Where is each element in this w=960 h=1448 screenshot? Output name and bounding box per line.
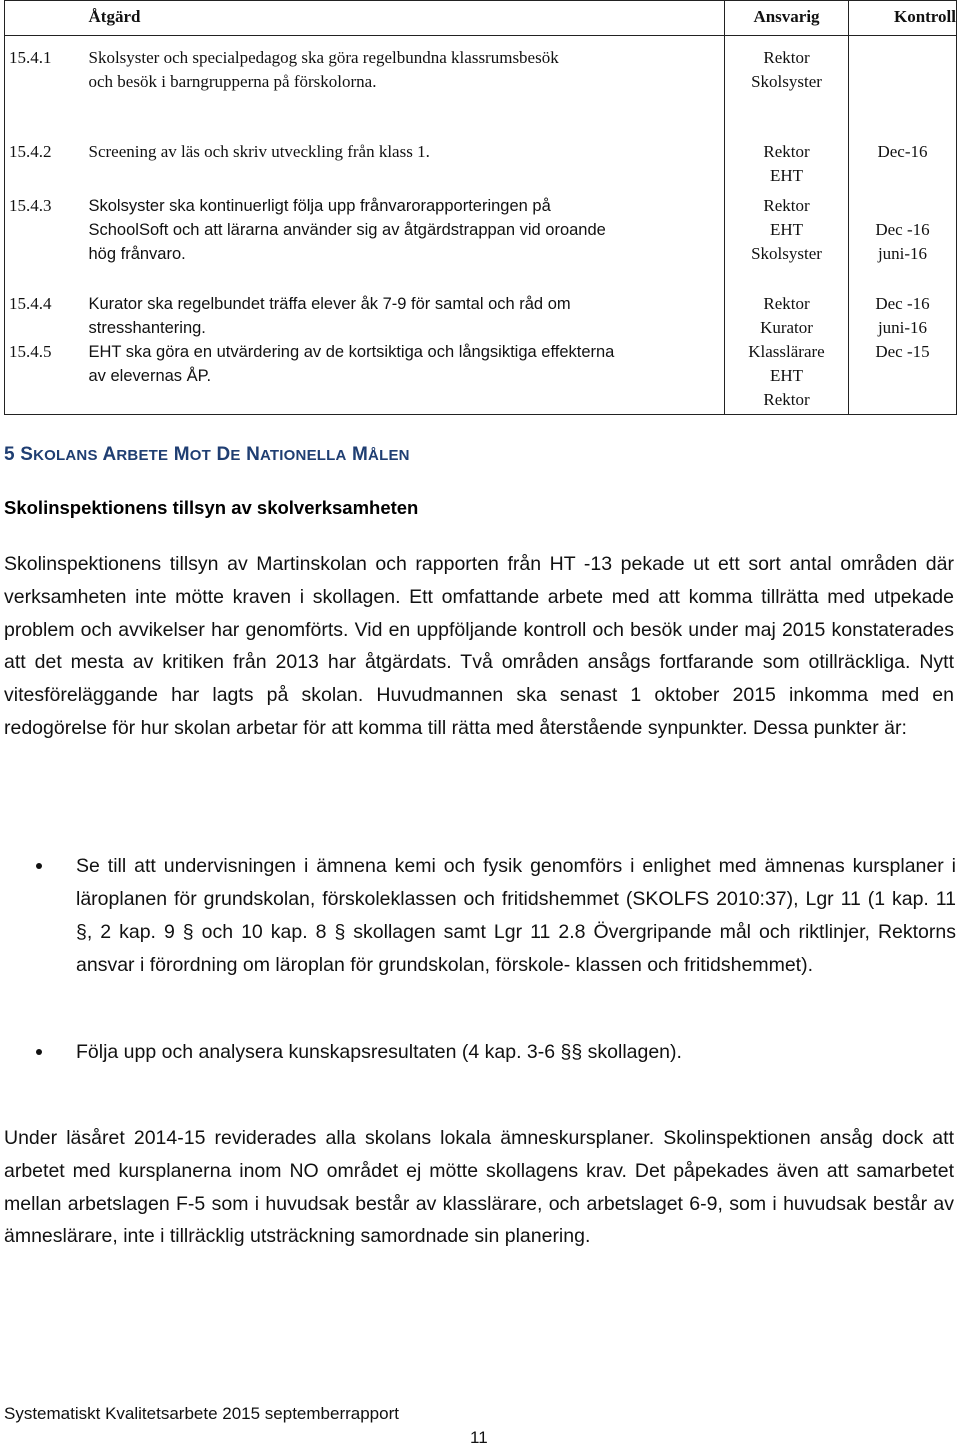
responsible-line: Skolsyster [751, 244, 822, 263]
section-title-word: ARBETE [102, 444, 169, 465]
subheading: Skolinspektionens tillsyn av skolverksamheten [4, 497, 419, 518]
control-line: Dec -16 [875, 220, 930, 239]
row-number: 15.4.5 [5, 340, 85, 415]
control-line: juni-16 [877, 318, 928, 337]
row-action-line: hög frånvaro. [88, 245, 186, 263]
row-responsible [725, 36, 849, 141]
action-table [4, 0, 957, 415]
header-control: Kontroll [849, 1, 957, 36]
list-item [0, 850, 956, 982]
row-action [85, 340, 725, 415]
row-action-line: Kurator ska regelbundet träffa elever åk 7-9 för samtal och råd om [88, 295, 571, 313]
row-action-line: stresshantering. [88, 319, 206, 337]
section-title-word: MOT [173, 444, 211, 465]
section-heading [4, 444, 410, 466]
control-line: Dec-16 [877, 142, 928, 161]
row-control [849, 140, 957, 194]
paragraph-curriculum: Under läsåret 2014-15 reviderades alla skolans lokala ämneskursplaner. Skolinspektionen ansåg dock att arbetet med kursplanerna inom NO området ej mötte skollagens krav. Det påpekades även att samarbetet mellan arbetslagen F-5 som i huvudsak består av klasslärare, och arbetslaget 6-9, som i huvudsak består av ämneslärare, inte i tillräcklig utsträckning samordnade sin planering. [4, 1127, 954, 1248]
bullet-icon [36, 863, 42, 869]
paragraph-inspection: Skolinspektionens tillsyn av Martinskolan och rapporten från HT -13 pekade ut ett sort antal områden där verksamheten inte mötte kraven i skollagen. Ett omfattande arbete med att komma tillrätta med utpekade problem och avvikelser har genomförts. Vid en uppföljande kontroll och besök under maj 2015 konstaterades att det mesta av kritiken från 2013 har åtgärdats. Två områden ansågs fortfarande som otillräckliga. Nytt vitesföreläggande har lagts på skolan. Huvudmannen ska senast 1 oktober 2015 inkomma med en redogörelse för hur skolan arbetar för att komma till rätta med återstående synpunkter. Dessa punkter är: [4, 553, 954, 739]
row-action-line: EHT ska göra en utvärdering av de kortsiktiga och långsiktiga effekterna [88, 343, 615, 361]
row-control [849, 194, 957, 292]
table-row [5, 340, 957, 415]
responsible-line: Klasslärare [748, 342, 825, 361]
row-control [849, 340, 957, 415]
row-number: 15.4.1 [5, 36, 85, 141]
section-title-word: MÅLEN [352, 444, 410, 465]
responsible-line: Skolsyster [751, 72, 822, 91]
control-line: Dec -15 [875, 342, 930, 361]
responsible-line: Rektor [763, 142, 810, 161]
responsible-line: Rektor [763, 390, 810, 409]
row-control [849, 292, 957, 340]
page-footer: Systematiskt Kvalitetsarbete 2015 septemberrapport [4, 1404, 399, 1423]
control-line: juni-16 [877, 244, 928, 263]
responsible-line: Rektor [763, 196, 810, 215]
row-control [849, 36, 957, 141]
row-action [85, 140, 725, 194]
table-row [5, 36, 957, 141]
header-number [5, 1, 85, 36]
section-title-word: NATIONELLA [246, 444, 347, 465]
row-responsible [725, 292, 849, 340]
page-number: 11 [470, 1428, 488, 1447]
bullet-list [0, 850, 956, 1069]
table-row [5, 194, 957, 292]
table-header-row [5, 1, 957, 36]
row-action-line: Screening av läs och skriv utveckling från klass 1. [88, 142, 430, 161]
row-responsible [725, 340, 849, 415]
row-responsible [725, 140, 849, 194]
list-item [0, 1036, 956, 1069]
row-action-line: SchoolSoft och att lärarna använder sig av åtgärdstrappan vid oroande [88, 221, 606, 239]
row-action [85, 36, 725, 141]
list-item-text: Följa upp och analysera kunskapsresultaten (4 kap. 3-6 §§ skollagen). [76, 1041, 682, 1063]
table-row [5, 140, 957, 194]
section-title-word: DE [216, 444, 241, 465]
responsible-line: Kurator [760, 318, 813, 337]
row-number: 15.4.3 [5, 194, 85, 292]
control-line [853, 194, 952, 218]
section-number: 5 [4, 444, 15, 465]
row-number: 15.4.2 [5, 140, 85, 194]
responsible-line: Rektor [763, 48, 810, 67]
responsible-line: EHT [769, 166, 804, 185]
control-line: Dec -16 [875, 294, 930, 313]
row-action-line: och besök i barngrupperna på förskolorna. [88, 72, 377, 91]
responsible-line: EHT [769, 366, 804, 385]
responsible-line: Rektor [763, 294, 810, 313]
row-action [85, 194, 725, 292]
list-item-text: Se till att undervisningen i ämnena kemi och fysik genomförs i enlighet med ämnenas kursplaner i läroplanen för grundskolan, förskoleklassen och fritidshemmet (SKOLFS 2010:37), Lgr 11 (1 kap. 11 §, 2 kap. 9 § och 10 kap. 8 § skollagen samt Lgr 11 2.8 Övergripande mål och riktlinjer, Rektorns ansvar i förordning om läroplan för grundskolan, förskole- klassen och fritidshemmet). [76, 855, 956, 976]
row-responsible [725, 194, 849, 292]
row-action-line: av elevernas ÅP. [88, 367, 212, 385]
section-title-word: SKOLANS [20, 444, 98, 465]
row-number: 15.4.4 [5, 292, 85, 340]
responsible-line: EHT [769, 220, 804, 239]
row-action-line: Skolsyster och specialpedagog ska göra regelbundna klassrumsbesök [88, 48, 559, 67]
bullet-icon [36, 1049, 42, 1055]
header-action: Åtgärd [85, 1, 725, 36]
header-responsible: Ansvarig [725, 1, 849, 36]
row-action [85, 292, 725, 340]
row-action-line: Skolsyster ska kontinuerligt följa upp frånvarorapporteringen på [88, 197, 551, 215]
table-row [5, 292, 957, 340]
